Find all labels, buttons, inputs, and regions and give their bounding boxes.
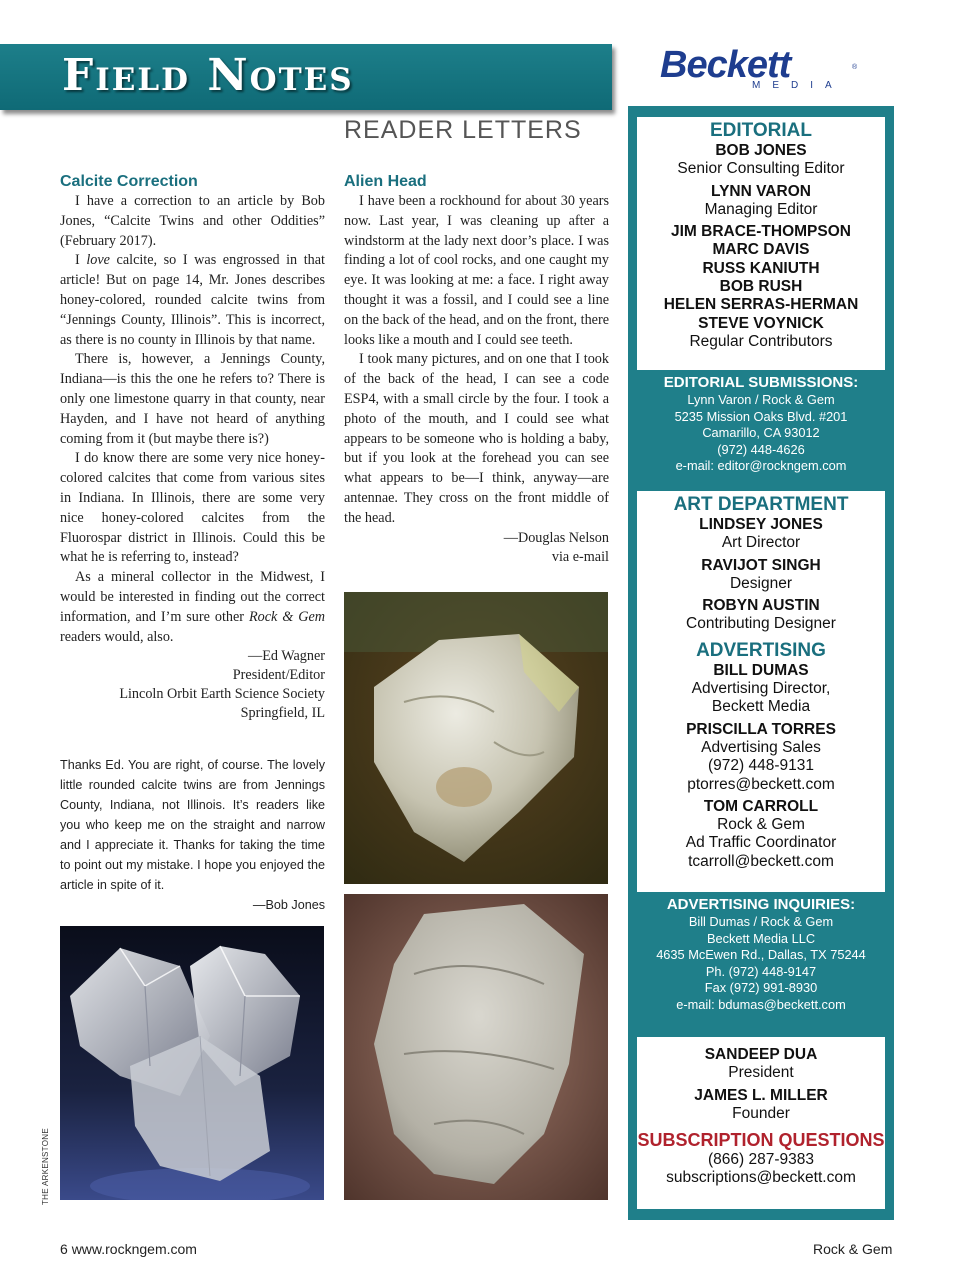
subscription-email: subscriptions@beckett.com [666, 1169, 856, 1187]
executive-role: President [728, 1064, 794, 1082]
staff-role: Rock & Gem [717, 816, 805, 834]
submissions-line: Camarillo, CA 93012 [702, 425, 820, 440]
inquiries-heading: ADVERTISING INQUIRIES: [666, 896, 856, 913]
section-banner [0, 44, 612, 110]
staff-role: Managing Editor [704, 200, 818, 218]
inquiries-line: Beckett Media LLC [706, 930, 816, 946]
staff-role: Regular Contributors [689, 332, 833, 350]
logo-registered-mark: ® [852, 64, 858, 71]
letter-signature [60, 647, 325, 723]
alien-head-rock-photo-front [344, 592, 608, 884]
inquiries-line: Fax (972) 991-8930 [704, 980, 818, 995]
letter-calcite-correction [60, 172, 325, 723]
signature-line: —Ed Wagner [248, 648, 325, 665]
staff-role: Senior Consulting Editor [677, 160, 845, 178]
executive-role: Founder [732, 1104, 790, 1122]
staff-name: HELEN SERRAS-HERMAN [663, 296, 859, 314]
submissions-line: 5235 Mission Oaks Blvd. #201 [674, 408, 848, 424]
staff-name: BOB JONES [715, 142, 807, 159]
signature-line: President/Editor [232, 667, 325, 684]
letter-paragraph: I took many pictures, and on one that I took of the back of the head, I can see a code ESP4, with a small circle by the four. I took a photo of the mouth, and I could see what appears to be someone who is holding a baby, but if you look at the forehead you can see what appears to be—I think, anyway—are antennae. They cross on the front middle of the head. [344, 351, 609, 526]
executive-name: SANDEEP DUA [704, 1046, 818, 1063]
text-run: I [75, 252, 87, 269]
submissions-line: (972) 448-4626 [717, 441, 805, 457]
executives-box [637, 1037, 885, 1209]
text-run: As a mineral collector in the Midwest, I would be interested in finding out the correct information, and I’m sure other [60, 569, 325, 625]
letter-paragraph: I have a correction to an article by Bob Jones, “Calcite Twins and other Oddities” (February 2017). [60, 193, 325, 249]
staff-name: RAVIJOT SINGH [701, 556, 821, 574]
alien-head-rock-photo-back [344, 894, 608, 1200]
editorial-box [637, 117, 885, 370]
inquiries-line: e-mail: bdumas@beckett.com [676, 996, 846, 1012]
staff-name: BOB RUSH [719, 278, 803, 296]
staff-name: LINDSEY JONES [699, 516, 823, 533]
submissions-line: Lynn Varon / Rock & Gem [687, 392, 835, 407]
letter-paragraph: I have been a rockhound for about 30 years now. Last year, I was cleaning up after a windstorm at the lady next door’s place. I was finding a lot of cool rocks, and one caught my eye. It was looking at me: a face. I right away thought it was a fossil, and I could see a line on the back of the head, and on the front, there looks like a mouth and I could see teeth. [344, 193, 609, 348]
text-run: calcite, so I was engrossed in that article! But on page 14, Mr. Jones describes honey-colored, rounded calcite twins from “Jennings County, Illinois”. This is incorrect, as there is no county in Illinois by that name. [60, 252, 325, 348]
staff-name: RUSS KANIUTH [702, 259, 820, 277]
staff-phone: (972) 448-9131 [708, 757, 814, 775]
masthead [628, 106, 894, 1220]
reply-signature: —Bob Jones [252, 898, 325, 912]
staff-name: TOM CARROLL [703, 797, 819, 815]
emphasis: love [86, 252, 110, 269]
staff-email: tcarroll@beckett.com [688, 852, 834, 870]
letter-heading: Alien Head [344, 173, 427, 190]
footer-magazine-name: Rock & Gem [813, 1241, 893, 1257]
staff-role: Beckett Media [711, 698, 811, 716]
staff-name: JIM BRACE-THOMPSON [671, 223, 851, 241]
staff-role: Designer [729, 574, 793, 592]
letter-paragraph: I do know there are some very nice honey-colored calcites that come from various sites in Indiana. In Illinois, there are some very nice honey-colored calcites from the Fluorospar district in Illinois. Could this be what he is referring to, instead? [60, 450, 325, 566]
submissions-line: e-mail: editor@rockngem.com [675, 458, 847, 473]
staff-role: Ad Traffic Coordinator [685, 834, 837, 852]
staff-role: Art Director [721, 534, 801, 552]
staff-role: Advertising Director, [691, 680, 831, 698]
staff-role: Contributing Designer [686, 615, 836, 633]
magazine-name: Rock & Gem [248, 608, 325, 625]
footer-left [60, 1241, 197, 1257]
staff-name: STEVE VOYNICK [698, 314, 824, 332]
editorial-heading: EDITORIAL [709, 120, 813, 141]
inquiries-line: 4635 McEwen Rd., Dallas, TX 75244 [656, 947, 866, 962]
letter-signature [344, 529, 609, 567]
letter-paragraph: There is, however, a Jennings County, Indiana—is this the one he refers to? There is only one limestone quarry in that county, near Hayden, and I have not heard of anything coming from it (but maybe there is?) [60, 351, 325, 447]
advertising-inquiries [628, 896, 894, 1013]
text-run: readers would, also. [60, 628, 174, 645]
signature-line: Lincoln Orbit Earth Science Society [119, 686, 325, 703]
art-and-advertising-box [637, 491, 885, 892]
staff-role: Advertising Sales [701, 738, 821, 756]
website-url: www.rockngem.com [71, 1241, 197, 1257]
inquiries-line: Bill Dumas / Rock & Gem [688, 914, 834, 929]
letter-paragraph [60, 251, 325, 350]
inquiries-line: Ph. (972) 448-9147 [705, 963, 817, 979]
art-department-heading: ART DEPARTMENT [673, 494, 849, 515]
subscription-heading: SUBSCRIPTION QUESTIONS [637, 1130, 885, 1151]
logo-subtitle: MEDIA [752, 80, 844, 91]
section-title: Field Notes [62, 50, 354, 101]
staff-name: BILL DUMAS [713, 661, 809, 679]
letter-heading: Calcite Correction [60, 173, 198, 190]
submissions-heading: EDITORIAL SUBMISSIONS: [663, 374, 859, 391]
signature-line: via e-mail [551, 548, 609, 565]
letter-paragraph [60, 568, 325, 647]
staff-name: LYNN VARON [711, 182, 811, 200]
staff-name: ROBYN AUSTIN [702, 597, 820, 615]
staff-email: ptorres@beckett.com [687, 775, 835, 793]
editorial-submissions [628, 374, 894, 475]
executive-name: JAMES L. MILLER [694, 1086, 828, 1104]
reader-letters-heading: READER LETTERS [344, 116, 582, 144]
staff-name: MARC DAVIS [712, 241, 810, 259]
editor-reply [60, 755, 325, 915]
signature-line: Springfield, IL [240, 705, 325, 722]
calcite-twins-photo [60, 926, 324, 1200]
subscription-phone: (866) 287-9383 [708, 1151, 814, 1169]
photo-credit: THE ARKENSTONE [41, 1128, 50, 1205]
beckett-media-logo [660, 44, 860, 94]
letter-alien-head [344, 172, 609, 567]
reply-text: Thanks Ed. You are right, of course. The lovely little rounded calcite twins are from Jennings County, Indiana, not Illinois. It’s readers like you who keep me on the straight and narrow and I appreciate it. Thanks for taking the time to point out my mistake. I hope you enjoyed the article in spite of it. [60, 758, 325, 892]
page-number: 6 [60, 1241, 68, 1257]
signature-line: —Douglas Nelson [503, 529, 609, 546]
advertising-heading: ADVERTISING [696, 639, 826, 661]
logo-word: Beckett [660, 44, 791, 86]
staff-name: PRISCILLA TORRES [686, 720, 836, 738]
